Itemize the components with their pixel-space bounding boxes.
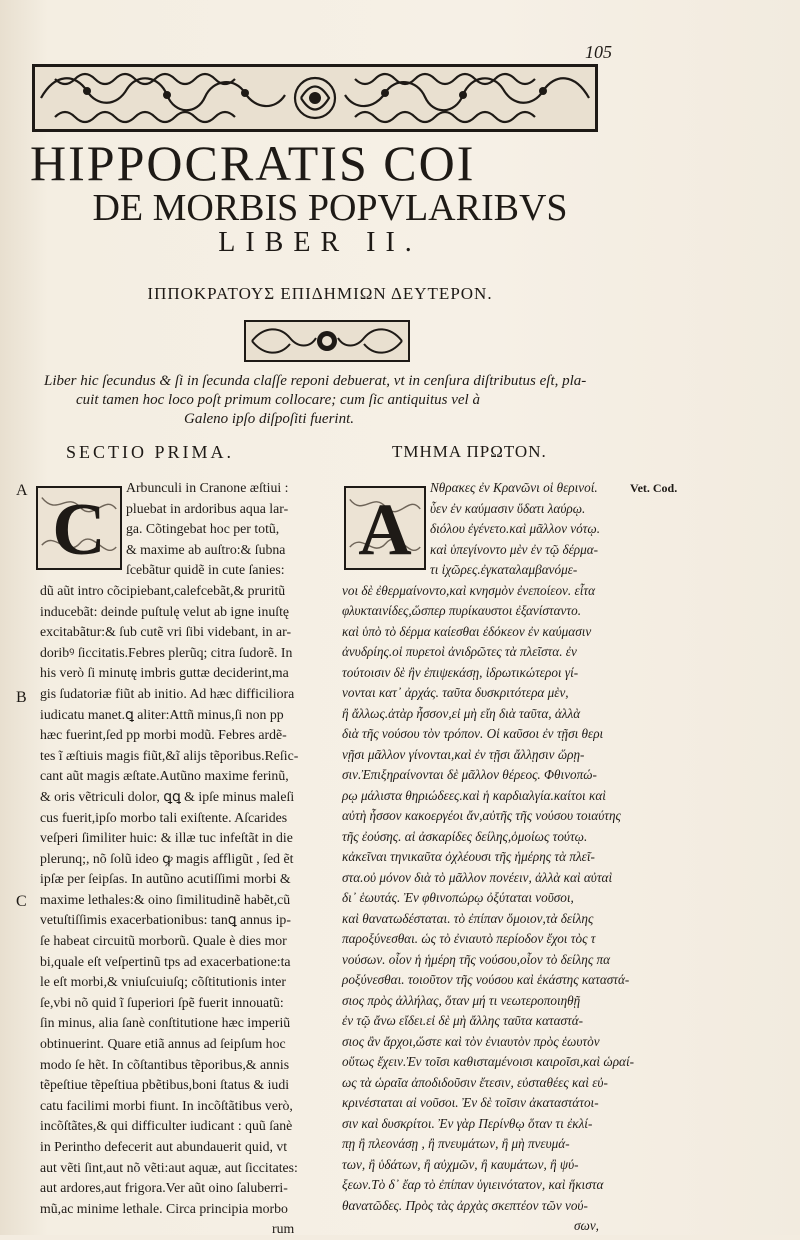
- text-line: veſperi ſimiliter huic: & illæ tuc infeſtãt in die: [40, 830, 293, 846]
- text-line: le eſt morbi,& vniuſcuiuſq; cõſtitutionis inter: [40, 974, 287, 990]
- text-line: ipſæ per ſeipſas. In autũno acutiſſimi morbi &: [40, 871, 291, 887]
- text-line: Arbunculi in Cranone æſtiui :: [126, 480, 289, 495]
- text-line: incõſtãtes,& qui difficulter iudicant : quũ ſanè: [40, 1118, 293, 1134]
- text-line: σιν καὶ δυσκρίτοι. Ἐν γὰρ Περίνθῳ ὅταν τι ἐκλί-: [342, 1115, 593, 1131]
- text-line: iudicatu manet.ꝗ aliter:Attñ minus,ſi non pp: [40, 706, 284, 722]
- text-line: τούτοισιν δὲ ἢν ἐπιψεκάσῃ, ἰδρωτικώτεροι γί-: [342, 664, 579, 680]
- text-line: αὐτὴ ἧσσον κακοεργέοι ἄν,αὐτῆς τῆς νούσου τοιαύτης: [342, 808, 621, 823]
- greek-title: ΙΠΠΟΚΡΑΤΟΥΣ ΕΠΙΔΗΜΙΩΝ ΔΕΥΤΕΡΟΝ.: [147, 284, 493, 303]
- text-line: tes ĩ æſtiuis magis fiũt,&ĩ alijs tẽporibus.Reſic-: [40, 747, 299, 763]
- text-line: ſcebãtur quidẽ in cute ſanies:: [126, 562, 285, 578]
- text-line: & oris vẽtriculi dolor, ꝗꝗ & ipſe minus maleſi: [40, 788, 295, 804]
- text-line: ὗεν ἐν καύμασιν ὕδατι λαύρῳ.: [430, 500, 586, 516]
- title-line-3: LIBER II.: [218, 227, 422, 258]
- text-line: διόλου ἐγένετο.καὶ μᾶλλον νότῳ.: [430, 521, 600, 536]
- text-line: οὕτως ἔχειν.Ἐν τοῖσι καθισταμένοισι καιροῖσι,καὶ ὡραί-: [342, 1054, 634, 1069]
- section-heading-greek: ΤΜΗΜΑ ΠΡΩΤΟΝ.: [392, 442, 547, 461]
- section-heading-latin: SECTIO PRIMA.: [66, 442, 235, 462]
- text-line: excitabãtur:& ſub cutẽ vri ſibi videbant, in ar-: [40, 624, 292, 640]
- text-line: ſe habeat circuitũ morborũ. Quale è dies mor: [40, 933, 287, 949]
- text-line: vetuſtiſſimis exacerbationibus: tanꝗ annus ip-: [40, 912, 291, 928]
- text-line: hæc fuerint,ſed pp morbi modũ. Febres ardẽ-: [40, 727, 287, 743]
- text-line: διὰ τῆς νούσου τὸν τρόπον. Οἱ καῦσοι ἐν τῇσι θερι: [342, 726, 604, 741]
- text-line: θανατῶδες. Πρὸς τὰς ἀρχὰς σκεπτέον τῶν νού-: [342, 1197, 588, 1213]
- text-line: ga. Cõtingebat hoc per totũ,: [126, 521, 280, 537]
- text-line: Νθρακες ἐν Κρανῶνι οἱ θερινοί.: [430, 480, 598, 495]
- intro-note: [44, 372, 634, 429]
- text-line: & maxime ab auſtro:& ſubna: [126, 541, 286, 557]
- text-line: dũ aũt intro cõcipiebant,calefcebãt,& pruritũ: [40, 582, 286, 598]
- text-line: δι᾽ ἑωυτάς. Ἐν φθινοπώρῳ ὀξύταται νοῦσοι,: [342, 890, 574, 905]
- initial-letter: C: [52, 489, 106, 570]
- text-line: παροξύνεσθαι. ὡς τὸ ἐνιαυτὸ περίοδον ἔχοι τὸς τ: [342, 931, 596, 946]
- text-line: pluebat in ardoribus aqua lar-: [126, 500, 289, 516]
- text-line: ἢ ἄλλως.ἀτὰρ ἧσσον,εἰ μὴ εἴη διὰ ταῦτα, ἀλλὰ: [342, 705, 581, 721]
- intro-line: cuit tamen hoc loco poſt primum collocare; cum ſic antiquitus vel à: [76, 392, 480, 408]
- text-line: obtinuerint. Quare etiã annus ad ſeipſum hoc: [40, 1036, 286, 1052]
- text-line: ροξύνεσθαι. τοιοῦτον τῆς νούσου καὶ ἑκάστης καταστά-: [342, 972, 630, 987]
- text-line: κἀκεῖναι τηνικαῦτα ὀχλέουσι τῆς ἡμέρης τὰ πλεῖ-: [342, 849, 595, 864]
- text-line: τι ἰχῶρες.ἐγκαταλαμβανόμε-: [430, 562, 578, 577]
- text-line: modo ſe hẽt. In cõſtantibus tẽporibus,& annis: [40, 1056, 290, 1072]
- text-line: plerunq;, nõ ſolũ ideo ꝙ magis affligũt , ſed ẽt: [40, 850, 294, 866]
- text-line: ſin minus, alia ſanè conſtitutione hæc imperiũ: [40, 1015, 291, 1031]
- text-line: καὶ ὑπὸ τὸ δέρμα καίεσθαι ἐδόκεον ἐν καύμασιν: [342, 623, 592, 639]
- margin-letter: B: [16, 689, 27, 706]
- text-line: maxime lethales:& oino ſimilitudinẽ habẽt,cũ: [40, 891, 291, 907]
- text-line: νοι δὲ ἐθερμαίνοντο,καὶ κνησμὸν ἐνεποίεον. εἶτα: [342, 582, 596, 598]
- text-line: catu facilimi morbi fiunt. In incõſtãtibus verò,: [40, 1097, 293, 1113]
- text-line: σων,: [574, 1218, 599, 1233]
- margin-letter: A: [16, 482, 28, 499]
- text-line: cus fuerit,ipſo morbo tali exiſtente. Aſcarides: [40, 809, 288, 825]
- text-line: mũ,ac minime lethale. Circa principia morbo: [40, 1200, 288, 1216]
- text-line: rum: [272, 1221, 295, 1237]
- text-line: cant aũt magis æſtate.Autũno maxime ferinũ,: [40, 768, 289, 784]
- text-line: κρινέσταται αἱ νοῦσοι. Ἐν δὲ τοῖσιν ἀκαταστάτοι-: [342, 1095, 599, 1110]
- decorative-headpiece: [32, 64, 598, 132]
- text-line: των, ἢ ὑδάτων, ἢ αὐχμῶν, ἢ καυμάτων, ἢ ψύ-: [342, 1156, 579, 1172]
- greek-column: [342, 478, 654, 1237]
- text-line: ξεων.Τὸ δ᾽ ἔαρ τὸ ἐπίπαν ὑγιεινότατον, καὶ ἥκιστα: [342, 1177, 604, 1192]
- text-line: πῃ ἢ πλεονάσῃ , ἢ πνευμάτων, ἢ μὴ πνευμά-: [342, 1136, 570, 1151]
- text-line: σιος πρὸς ἀλλήλας, ὅταν μή τι νεωτεροποιηθῇ: [342, 992, 581, 1008]
- text-line: νονται κατ᾽ ἀρχάς. ταῦτα δυσκριτότερα μὲν,: [342, 685, 569, 700]
- text-line: τῆς ἐούσης. αἱ ἀσκαρίδες δείλης,ὁμοίως τούτῳ.: [342, 828, 588, 844]
- title-line-2: DE MORBIS POPVLARIBVS: [92, 187, 568, 229]
- text-line: gis ſudatoriæ fiũt ab initio. Ad hæc difficiliora: [40, 685, 295, 701]
- text-line: aut vẽti ſint,aut nõ vẽti:aut aquæ, aut ſiccitates:: [40, 1159, 298, 1175]
- text-line: καὶ ὑπεγίνοντο μὲν ἐν τῷ δέρμα-: [430, 541, 599, 557]
- text-line: ἐν τῷ ἄνω εἴδει.εἰ δὲ μὴ ἄλλης ταῦτα καταστά-: [342, 1013, 584, 1028]
- margin-note: Vet. Cod.: [630, 481, 678, 495]
- intro-line: Galeno ipſo diſpoſiti fuerint.: [184, 411, 354, 427]
- page-number: 105: [585, 42, 612, 62]
- text-line: tẽpeſtiue tẽpeſtiua pbẽtibus,boni ſtatus & iudi: [40, 1077, 290, 1093]
- text-line: ἀνυδρίης.οἱ πυρετοὶ ἀνιδρῶτες τὰ πλεῖστα. ἐν: [342, 644, 577, 659]
- text-line: σιν.Ἐπιξηραίνονται δὲ μᾶλλον θέρεος. Φθινοπώ-: [342, 767, 597, 782]
- text-line: καὶ θανατωδέσταται. τὸ ἐπίπαν ὅμοιον,τὰ δείλης: [342, 910, 594, 926]
- text-line: νούσων. οἷον ἡ ἡμέρη τῆς νούσου,οἷον τὸ δείλης πα: [342, 951, 611, 967]
- text-line: aut ardores,aut frigora.Ver aũt oino ſaluberri-: [40, 1180, 288, 1196]
- text-line: νῇσι μᾶλλον γίνονται,καὶ ἐν τῇσι ἄλλῃσιν ὥρῃ-: [342, 746, 585, 762]
- latin-column: [40, 478, 340, 1240]
- intro-line: Liber hic ſecundus & ſi in ſecunda claſſe reponi debuerat, vt in cenſura diſtributus eſt, pla-: [44, 373, 587, 389]
- text-line: σιος ἂν ἄρχοι,ὥστε καὶ τὸν ἐνιαυτὸν πρὸς ἑωυτὸν: [342, 1033, 600, 1049]
- margin-letter: C: [16, 893, 27, 910]
- text-line: his verò ſi minutę imbris guttæ deciderint,ma: [40, 665, 289, 681]
- text-line: φλυκταινίδες,ὥσπερ πυρίκαυστοι ἐξανίσταντο.: [342, 603, 582, 618]
- text-line: inducebãt: deinde puſtulę velut ab igne inuſtę: [40, 603, 290, 619]
- text-line: bi,quale eſt veſpertinũ tps ad exacerbatione:ta: [40, 953, 291, 969]
- title-line-1: HIPPOCRATIS COI: [30, 135, 476, 191]
- initial-letter: A: [358, 489, 412, 570]
- decorative-ornament: [244, 320, 410, 362]
- text-line: doribꝰ ſiccitatis.Febres plerũq; citra ſudorẽ. In: [40, 644, 293, 660]
- text-line: στα.οὐ μόνον διὰ τὸ μᾶλλον πονέειν, ἀλλὰ καὶ αὐταὶ: [342, 869, 613, 885]
- text-line: in Perintho defecerit aut abundauerit quid, vt: [40, 1139, 288, 1154]
- text-line: ſe,vbi nõ quid ĩ ſuperiori ſpẽ fuerit innouatũ:: [40, 994, 284, 1010]
- text-line: ρῳ μάλιστα θηριώδεες.καὶ ἡ καρδιαλγία.καίτοι καὶ: [342, 787, 606, 803]
- text-line: ως τὰ ὡραῖα ἀποδιδοῦσιν ἔτεσιν, εὐσταθέες καὶ εὐ-: [342, 1074, 608, 1090]
